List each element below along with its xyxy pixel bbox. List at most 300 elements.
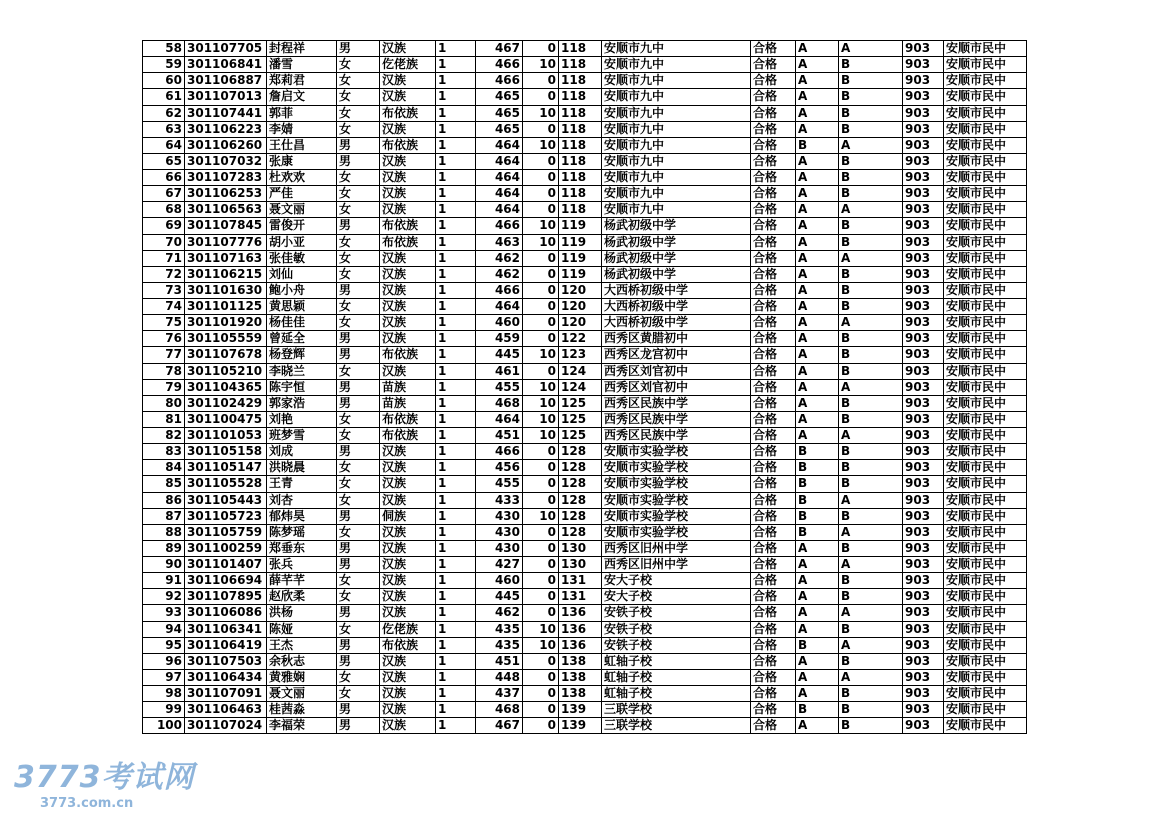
cell-school-code: 128 — [559, 492, 602, 508]
cell-status: 合格 — [751, 347, 796, 363]
cell-status: 合格 — [751, 718, 796, 734]
cell-grade-2: B — [839, 218, 903, 234]
table-row — [143, 105, 1027, 121]
cell-row-index: 68 — [143, 202, 185, 218]
cell-exam-id: 301107503 — [185, 653, 267, 669]
cell-grade-2: A — [839, 250, 903, 266]
cell-target-code: 903 — [903, 718, 944, 734]
cell-category: 1 — [436, 524, 476, 540]
cell-status: 合格 — [751, 540, 796, 556]
cell-target-school: 安顺市民中 — [944, 89, 1027, 105]
cell-grade-1: A — [796, 234, 839, 250]
cell-target-code: 903 — [903, 379, 944, 395]
table-row — [143, 557, 1027, 573]
cell-status: 合格 — [751, 637, 796, 653]
cell-grade-2: B — [839, 444, 903, 460]
cell-school-code: 125 — [559, 395, 602, 411]
cell-exam-id: 301106434 — [185, 669, 267, 685]
cell-category: 1 — [436, 637, 476, 653]
cell-row-index: 100 — [143, 718, 185, 734]
cell-gender: 女 — [337, 476, 380, 492]
cell-ethnicity: 汉族 — [380, 266, 436, 282]
cell-total-score: 466 — [476, 282, 523, 298]
table-row — [143, 379, 1027, 395]
cell-row-index: 82 — [143, 428, 185, 444]
cell-school-code: 136 — [559, 637, 602, 653]
cell-gender: 女 — [337, 170, 380, 186]
table-row — [143, 444, 1027, 460]
table-row — [143, 605, 1027, 621]
cell-exam-id: 301106463 — [185, 702, 267, 718]
cell-row-index: 62 — [143, 105, 185, 121]
cell-bonus-points: 10 — [523, 379, 559, 395]
cell-school-name: 安顺市实验学校 — [602, 460, 751, 476]
cell-ethnicity: 汉族 — [380, 686, 436, 702]
cell-category: 1 — [436, 702, 476, 718]
cell-gender: 男 — [337, 347, 380, 363]
table-row — [143, 524, 1027, 540]
cell-target-code: 903 — [903, 89, 944, 105]
cell-exam-id: 301107013 — [185, 89, 267, 105]
cell-exam-id: 301105147 — [185, 460, 267, 476]
cell-grade-1: A — [796, 282, 839, 298]
table-row — [143, 89, 1027, 105]
cell-school-name: 西秀区民族中学 — [602, 428, 751, 444]
cell-status: 合格 — [751, 605, 796, 621]
cell-target-school: 安顺市民中 — [944, 331, 1027, 347]
cell-total-score: 433 — [476, 492, 523, 508]
cell-ethnicity: 汉族 — [380, 363, 436, 379]
cell-student-name: 余秋志 — [267, 653, 337, 669]
cell-grade-1: A — [796, 153, 839, 169]
cell-target-code: 903 — [903, 153, 944, 169]
cell-bonus-points: 0 — [523, 686, 559, 702]
cell-student-name: 陈娅 — [267, 621, 337, 637]
cell-bonus-points: 0 — [523, 557, 559, 573]
cell-total-score: 430 — [476, 524, 523, 540]
cell-row-index: 58 — [143, 41, 185, 57]
cell-student-name: 雷俊开 — [267, 218, 337, 234]
cell-school-code: 118 — [559, 170, 602, 186]
cell-ethnicity: 汉族 — [380, 653, 436, 669]
cell-exam-id: 301104365 — [185, 379, 267, 395]
cell-target-school: 安顺市民中 — [944, 702, 1027, 718]
cell-grade-1: A — [796, 105, 839, 121]
table-row — [143, 411, 1027, 427]
cell-exam-id: 301101630 — [185, 282, 267, 298]
cell-row-index: 74 — [143, 299, 185, 315]
cell-target-code: 903 — [903, 589, 944, 605]
cell-grade-1: A — [796, 557, 839, 573]
cell-student-name: 李婧 — [267, 121, 337, 137]
cell-status: 合格 — [751, 444, 796, 460]
cell-status: 合格 — [751, 476, 796, 492]
cell-school-name: 西秀区民族中学 — [602, 411, 751, 427]
cell-grade-2: B — [839, 186, 903, 202]
cell-row-index: 94 — [143, 621, 185, 637]
cell-school-name: 三联学校 — [602, 718, 751, 734]
cell-target-school: 安顺市民中 — [944, 669, 1027, 685]
cell-target-code: 903 — [903, 605, 944, 621]
cell-target-school: 安顺市民中 — [944, 411, 1027, 427]
cell-category: 1 — [436, 121, 476, 137]
cell-target-school: 安顺市民中 — [944, 105, 1027, 121]
cell-student-name: 封程祥 — [267, 41, 337, 57]
cell-bonus-points: 10 — [523, 637, 559, 653]
cell-ethnicity: 汉族 — [380, 73, 436, 89]
cell-bonus-points: 10 — [523, 57, 559, 73]
cell-student-name: 王青 — [267, 476, 337, 492]
cell-grade-1: B — [796, 460, 839, 476]
cell-target-school: 安顺市民中 — [944, 444, 1027, 460]
table-row — [143, 395, 1027, 411]
cell-total-score: 430 — [476, 508, 523, 524]
cell-row-index: 84 — [143, 460, 185, 476]
table-row — [143, 170, 1027, 186]
cell-school-name: 虹轴子校 — [602, 653, 751, 669]
cell-school-name: 安顺市实验学校 — [602, 444, 751, 460]
cell-target-code: 903 — [903, 170, 944, 186]
cell-ethnicity: 布依族 — [380, 105, 436, 121]
cell-school-name: 杨武初级中学 — [602, 234, 751, 250]
cell-target-code: 903 — [903, 395, 944, 411]
cell-row-index: 88 — [143, 524, 185, 540]
cell-target-code: 903 — [903, 460, 944, 476]
cell-bonus-points: 0 — [523, 476, 559, 492]
cell-bonus-points: 0 — [523, 702, 559, 718]
cell-total-score: 464 — [476, 170, 523, 186]
cell-category: 1 — [436, 476, 476, 492]
cell-row-index: 97 — [143, 669, 185, 685]
cell-bonus-points: 0 — [523, 282, 559, 298]
cell-row-index: 69 — [143, 218, 185, 234]
cell-grade-2: B — [839, 282, 903, 298]
cell-target-school: 安顺市民中 — [944, 170, 1027, 186]
cell-ethnicity: 汉族 — [380, 331, 436, 347]
cell-grade-1: A — [796, 686, 839, 702]
cell-row-index: 78 — [143, 363, 185, 379]
cell-status: 合格 — [751, 573, 796, 589]
cell-grade-2: B — [839, 299, 903, 315]
table-row — [143, 363, 1027, 379]
cell-school-code: 122 — [559, 331, 602, 347]
cell-status: 合格 — [751, 202, 796, 218]
cell-bonus-points: 0 — [523, 315, 559, 331]
cell-target-code: 903 — [903, 428, 944, 444]
table-row — [143, 718, 1027, 734]
cell-gender: 男 — [337, 637, 380, 653]
cell-exam-id: 301107678 — [185, 347, 267, 363]
cell-target-school: 安顺市民中 — [944, 153, 1027, 169]
cell-exam-id: 301106694 — [185, 573, 267, 589]
cell-target-school: 安顺市民中 — [944, 637, 1027, 653]
cell-target-code: 903 — [903, 137, 944, 153]
cell-target-code: 903 — [903, 266, 944, 282]
cell-row-index: 86 — [143, 492, 185, 508]
cell-exam-id: 301100475 — [185, 411, 267, 427]
cell-ethnicity: 汉族 — [380, 153, 436, 169]
cell-school-name: 安大子校 — [602, 589, 751, 605]
cell-exam-id: 301107705 — [185, 41, 267, 57]
cell-student-name: 洪杨 — [267, 605, 337, 621]
cell-student-name: 詹启文 — [267, 89, 337, 105]
cell-row-index: 73 — [143, 282, 185, 298]
cell-grade-2: B — [839, 347, 903, 363]
cell-target-school: 安顺市民中 — [944, 202, 1027, 218]
table-row — [143, 282, 1027, 298]
cell-status: 合格 — [751, 653, 796, 669]
cell-student-name: 班梦雪 — [267, 428, 337, 444]
cell-status: 合格 — [751, 89, 796, 105]
cell-school-code: 118 — [559, 121, 602, 137]
cell-category: 1 — [436, 218, 476, 234]
cell-status: 合格 — [751, 524, 796, 540]
cell-ethnicity: 汉族 — [380, 89, 436, 105]
cell-total-score: 464 — [476, 137, 523, 153]
cell-grade-1: A — [796, 73, 839, 89]
cell-status: 合格 — [751, 218, 796, 234]
cell-grade-1: A — [796, 170, 839, 186]
cell-student-name: 李晓兰 — [267, 363, 337, 379]
cell-exam-id: 301106223 — [185, 121, 267, 137]
cell-category: 1 — [436, 250, 476, 266]
cell-grade-1: A — [796, 395, 839, 411]
cell-target-code: 903 — [903, 508, 944, 524]
cell-gender: 男 — [337, 282, 380, 298]
cell-category: 1 — [436, 73, 476, 89]
table-row — [143, 153, 1027, 169]
cell-category: 1 — [436, 492, 476, 508]
cell-grade-1: B — [796, 492, 839, 508]
cell-bonus-points: 0 — [523, 573, 559, 589]
cell-target-school: 安顺市民中 — [944, 379, 1027, 395]
cell-school-code: 138 — [559, 653, 602, 669]
cell-target-school: 安顺市民中 — [944, 315, 1027, 331]
cell-bonus-points: 0 — [523, 653, 559, 669]
cell-exam-id: 301107283 — [185, 170, 267, 186]
cell-school-name: 安顺市九中 — [602, 137, 751, 153]
cell-target-school: 安顺市民中 — [944, 347, 1027, 363]
cell-school-name: 安顺市九中 — [602, 89, 751, 105]
cell-student-name: 李福荣 — [267, 718, 337, 734]
cell-row-index: 76 — [143, 331, 185, 347]
table-row — [143, 428, 1027, 444]
cell-status: 合格 — [751, 379, 796, 395]
cell-total-score: 467 — [476, 718, 523, 734]
cell-school-code: 131 — [559, 573, 602, 589]
cell-ethnicity: 汉族 — [380, 476, 436, 492]
cell-bonus-points: 0 — [523, 331, 559, 347]
cell-grade-2: A — [839, 137, 903, 153]
cell-school-name: 安顺市九中 — [602, 186, 751, 202]
cell-grade-2: A — [839, 492, 903, 508]
cell-category: 1 — [436, 460, 476, 476]
cell-bonus-points: 0 — [523, 299, 559, 315]
cell-student-name: 刘艳 — [267, 411, 337, 427]
cell-target-code: 903 — [903, 653, 944, 669]
cell-grade-2: A — [839, 202, 903, 218]
cell-target-school: 安顺市民中 — [944, 282, 1027, 298]
cell-grade-1: A — [796, 202, 839, 218]
cell-bonus-points: 10 — [523, 428, 559, 444]
cell-target-school: 安顺市民中 — [944, 363, 1027, 379]
cell-total-score: 466 — [476, 218, 523, 234]
cell-bonus-points: 0 — [523, 718, 559, 734]
cell-gender: 男 — [337, 395, 380, 411]
cell-exam-id: 301105723 — [185, 508, 267, 524]
cell-status: 合格 — [751, 702, 796, 718]
cell-category: 1 — [436, 282, 476, 298]
cell-exam-id: 301106086 — [185, 605, 267, 621]
table-row — [143, 573, 1027, 589]
cell-student-name: 陈宇恒 — [267, 379, 337, 395]
cell-gender: 女 — [337, 411, 380, 427]
table-row — [143, 621, 1027, 637]
cell-status: 合格 — [751, 686, 796, 702]
cell-total-score: 465 — [476, 121, 523, 137]
cell-total-score: 445 — [476, 347, 523, 363]
cell-grade-1: A — [796, 89, 839, 105]
cell-gender: 男 — [337, 331, 380, 347]
cell-row-index: 85 — [143, 476, 185, 492]
cell-grade-1: A — [796, 121, 839, 137]
cell-row-index: 60 — [143, 73, 185, 89]
cell-target-school: 安顺市民中 — [944, 234, 1027, 250]
cell-total-score: 463 — [476, 234, 523, 250]
cell-target-code: 903 — [903, 363, 944, 379]
cell-category: 1 — [436, 589, 476, 605]
table-row — [143, 57, 1027, 73]
cell-target-code: 903 — [903, 411, 944, 427]
table-row — [143, 492, 1027, 508]
cell-ethnicity: 汉族 — [380, 460, 436, 476]
cell-bonus-points: 10 — [523, 137, 559, 153]
cell-target-school: 安顺市民中 — [944, 540, 1027, 556]
cell-grade-2: B — [839, 331, 903, 347]
cell-exam-id: 301106841 — [185, 57, 267, 73]
cell-total-score: 465 — [476, 89, 523, 105]
cell-gender: 男 — [337, 379, 380, 395]
cell-grade-1: B — [796, 137, 839, 153]
cell-target-school: 安顺市民中 — [944, 557, 1027, 573]
cell-status: 合格 — [751, 186, 796, 202]
cell-student-name: 张佳敏 — [267, 250, 337, 266]
cell-target-school: 安顺市民中 — [944, 492, 1027, 508]
cell-target-school: 安顺市民中 — [944, 508, 1027, 524]
cell-status: 合格 — [751, 121, 796, 137]
cell-category: 1 — [436, 379, 476, 395]
cell-gender: 男 — [337, 41, 380, 57]
cell-gender: 男 — [337, 137, 380, 153]
cell-school-code: 136 — [559, 605, 602, 621]
cell-category: 1 — [436, 234, 476, 250]
cell-bonus-points: 0 — [523, 250, 559, 266]
cell-grade-1: A — [796, 540, 839, 556]
cell-grade-2: B — [839, 153, 903, 169]
cell-gender: 女 — [337, 121, 380, 137]
cell-target-school: 安顺市民中 — [944, 41, 1027, 57]
cell-row-index: 95 — [143, 637, 185, 653]
cell-school-code: 118 — [559, 153, 602, 169]
cell-exam-id: 301107845 — [185, 218, 267, 234]
cell-bonus-points: 0 — [523, 669, 559, 685]
cell-student-name: 郁炜昊 — [267, 508, 337, 524]
cell-category: 1 — [436, 395, 476, 411]
table-row — [143, 73, 1027, 89]
cell-row-index: 87 — [143, 508, 185, 524]
cell-school-code: 128 — [559, 460, 602, 476]
cell-school-name: 西秀区旧州中学 — [602, 540, 751, 556]
cell-exam-id: 301107895 — [185, 589, 267, 605]
cell-total-score: 460 — [476, 315, 523, 331]
cell-grade-1: A — [796, 589, 839, 605]
cell-status: 合格 — [751, 395, 796, 411]
cell-ethnicity: 仡佬族 — [380, 57, 436, 73]
cell-total-score: 464 — [476, 202, 523, 218]
cell-student-name: 鲍小舟 — [267, 282, 337, 298]
cell-target-school: 安顺市民中 — [944, 57, 1027, 73]
cell-gender: 男 — [337, 653, 380, 669]
cell-status: 合格 — [751, 331, 796, 347]
watermark-url: 3773.com.cn — [40, 796, 134, 811]
cell-category: 1 — [436, 347, 476, 363]
cell-school-name: 三联学校 — [602, 702, 751, 718]
cell-gender: 女 — [337, 202, 380, 218]
cell-status: 合格 — [751, 669, 796, 685]
cell-grade-1: B — [796, 444, 839, 460]
cell-school-name: 安顺市九中 — [602, 41, 751, 57]
cell-status: 合格 — [751, 411, 796, 427]
cell-exam-id: 301107163 — [185, 250, 267, 266]
cell-grade-2: A — [839, 315, 903, 331]
cell-school-name: 杨武初级中学 — [602, 250, 751, 266]
cell-target-school: 安顺市民中 — [944, 218, 1027, 234]
cell-target-school: 安顺市民中 — [944, 653, 1027, 669]
cell-target-code: 903 — [903, 73, 944, 89]
table-row — [143, 589, 1027, 605]
cell-bonus-points: 0 — [523, 202, 559, 218]
cell-category: 1 — [436, 718, 476, 734]
cell-school-name: 大西桥初级中学 — [602, 315, 751, 331]
cell-category: 1 — [436, 89, 476, 105]
cell-target-code: 903 — [903, 686, 944, 702]
cell-row-index: 64 — [143, 137, 185, 153]
table-row — [143, 299, 1027, 315]
cell-grade-2: B — [839, 266, 903, 282]
cell-school-name: 安顺市九中 — [602, 121, 751, 137]
cell-school-code: 120 — [559, 282, 602, 298]
admission-roster-table — [142, 40, 1027, 734]
cell-bonus-points: 10 — [523, 395, 559, 411]
cell-category: 1 — [436, 444, 476, 460]
cell-status: 合格 — [751, 57, 796, 73]
cell-bonus-points: 10 — [523, 508, 559, 524]
cell-gender: 女 — [337, 573, 380, 589]
cell-school-name: 安铁子校 — [602, 637, 751, 653]
cell-total-score: 455 — [476, 379, 523, 395]
cell-target-school: 安顺市民中 — [944, 186, 1027, 202]
cell-student-name: 黄思颖 — [267, 299, 337, 315]
table-row — [143, 347, 1027, 363]
cell-total-score: 437 — [476, 686, 523, 702]
cell-row-index: 89 — [143, 540, 185, 556]
cell-row-index: 96 — [143, 653, 185, 669]
cell-school-name: 安顺市九中 — [602, 202, 751, 218]
cell-grade-1: A — [796, 250, 839, 266]
cell-gender: 女 — [337, 89, 380, 105]
cell-total-score: 464 — [476, 186, 523, 202]
table-row — [143, 250, 1027, 266]
